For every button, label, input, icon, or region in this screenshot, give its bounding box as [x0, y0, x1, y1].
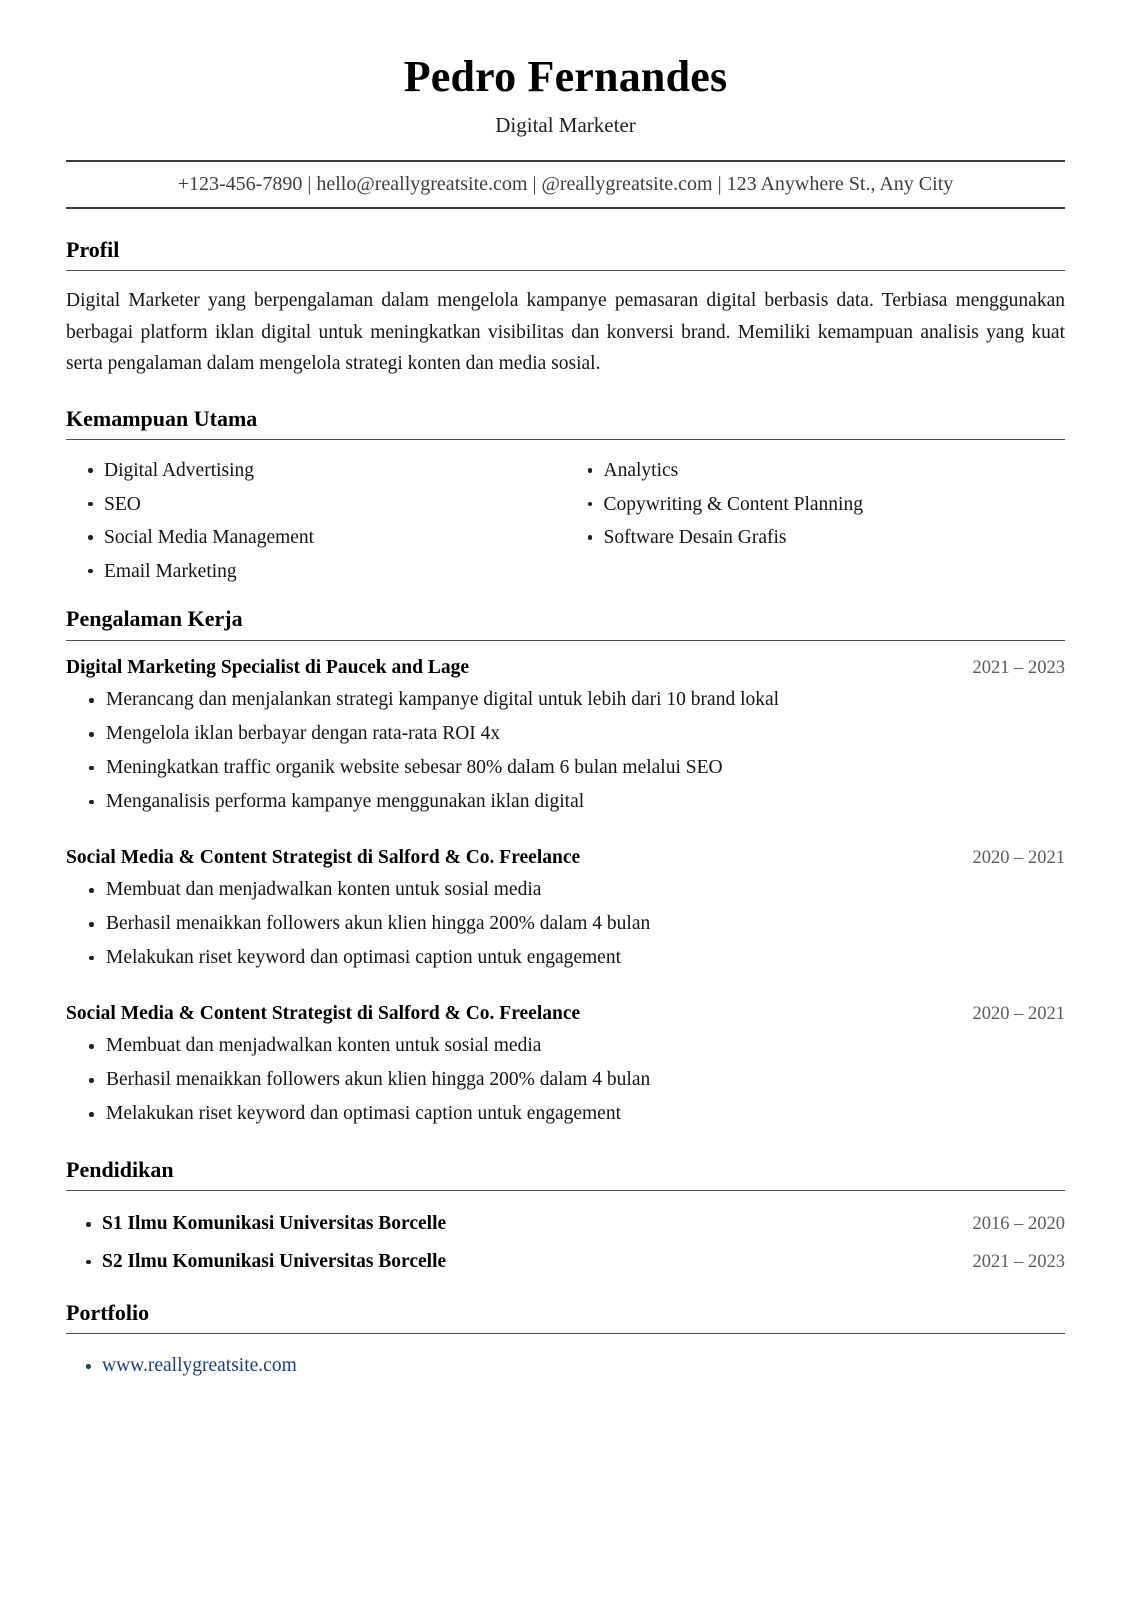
skill-item: Software Desain Grafis: [566, 521, 1066, 555]
section-heading-skills: Kemampuan Utama: [66, 405, 258, 431]
experience-bullet: Melakukan riset keyword dan optimasi caption untuk engagement: [66, 941, 1065, 975]
skills-columns: [66, 454, 1065, 588]
section-profil: [66, 237, 1065, 380]
education-entry: [66, 1243, 1065, 1280]
experience-entry-header: [66, 655, 1065, 681]
skills-list-left: [66, 454, 566, 588]
section-pendidikan: [66, 1157, 1065, 1280]
section-portfolio: [66, 1300, 1065, 1383]
experience-role: Digital Marketing Specialist di Paucek and Lage: [66, 656, 470, 678]
portfolio-list: [66, 1348, 1065, 1383]
section-heading-portfolio: Portfolio: [66, 1299, 150, 1325]
experience-date-range: 2020 – 2021: [972, 1003, 1065, 1024]
section-heading-experience: Pengalaman Kerja: [66, 606, 243, 632]
skills-list-right: [566, 454, 1066, 555]
portfolio-list-item: [66, 1348, 1065, 1383]
experience-entry: [66, 1001, 1065, 1131]
candidate-name: Pedro Fernandes: [403, 52, 728, 101]
section-divider-portfolio: [66, 1333, 1065, 1334]
section-heading-profil: Profil: [66, 236, 120, 262]
skill-item: Digital Advertising: [66, 454, 566, 488]
experience-bullet-list: [66, 873, 1065, 975]
education-degree: S2 Ilmu Komunikasi Universitas Borcelle: [102, 1250, 447, 1272]
section-pengalaman-kerja: [66, 606, 1065, 1131]
experience-bullet: Membuat dan menjadwalkan konten untuk sosial media: [66, 1029, 1065, 1063]
experience-role: Social Media & Content Strategist di Salford & Co. Freelance: [66, 1002, 581, 1024]
section-kemampuan-utama: [66, 406, 1065, 589]
education-degree: S1 Ilmu Komunikasi Universitas Borcelle: [102, 1213, 447, 1235]
experience-date-range: 2021 – 2023: [972, 657, 1065, 678]
experience-bullet: Berhasil menaikkan followers akun klien hingga 200% dalam 4 bulan: [66, 1063, 1065, 1097]
skill-item: Email Marketing: [66, 555, 566, 589]
skill-item: Analytics: [566, 454, 1066, 488]
experience-bullet: Meningkatkan traffic organik website sebesar 80% dalam 6 bulan melalui SEO: [66, 751, 1065, 785]
experience-entry-header: [66, 845, 1065, 871]
portfolio-link[interactable]: www.reallygreatsite.com: [102, 1355, 297, 1377]
skill-item: SEO: [66, 488, 566, 522]
skills-column-left: [66, 454, 566, 588]
skills-column-right: [566, 454, 1066, 588]
section-divider-skills: [66, 439, 1065, 440]
experience-bullet: Melakukan riset keyword dan optimasi caption untuk engagement: [66, 1097, 1065, 1131]
experience-bullet: Mengelola iklan berbayar dengan rata-rata ROI 4x: [66, 717, 1065, 751]
contact-info-bar: +123-456-7890 | hello@reallygreatsite.com | @reallygreatsite.com | 123 Anywhere St., Any City: [66, 160, 1065, 209]
section-divider-education: [66, 1190, 1065, 1191]
profile-summary-text: Digital Marketer yang berpengalaman dalam mengelola kampanye pemasaran digital berbasis data. Terbiasa menggunakan berbagai platform iklan digital untuk meningkatkan visibilitas dan konversi brand. Memiliki kemampuan analisis yang kuat serta pengalaman dalam mengelola strategi konten dan media sosial.: [66, 290, 1065, 375]
experience-bullet: Berhasil menaikkan followers akun klien hingga 200% dalam 4 bulan: [66, 907, 1065, 941]
experience-bullet: Merancang dan menjalankan strategi kampanye digital untuk lebih dari 10 brand lokal: [66, 683, 1065, 717]
candidate-job-title: Digital Marketer: [495, 112, 636, 137]
experience-bullet-list: [66, 1029, 1065, 1131]
experience-entry: [66, 655, 1065, 819]
section-heading-education: Pendidikan: [66, 1156, 174, 1182]
experience-bullet: Membuat dan menjadwalkan konten untuk sosial media: [66, 873, 1065, 907]
education-list: [66, 1205, 1065, 1279]
skill-item: Copywriting & Content Planning: [566, 488, 1066, 522]
experience-date-range: 2020 – 2021: [972, 847, 1065, 868]
experience-entry-header: [66, 1001, 1065, 1027]
section-divider-experience: [66, 640, 1065, 641]
education-date-range: 2016 – 2020: [972, 1214, 1065, 1235]
experience-entry: [66, 845, 1065, 975]
experience-entries: [66, 655, 1065, 1131]
education-date-range: 2021 – 2023: [972, 1251, 1065, 1272]
education-entry: [66, 1205, 1065, 1242]
section-divider-profil: [66, 270, 1065, 271]
resume-header: [66, 52, 1065, 209]
experience-bullet-list: [66, 683, 1065, 819]
skill-item: Social Media Management: [66, 521, 566, 555]
experience-bullet: Menganalisis performa kampanye menggunakan iklan digital: [66, 785, 1065, 819]
experience-role: Social Media & Content Strategist di Salford & Co. Freelance: [66, 846, 581, 868]
